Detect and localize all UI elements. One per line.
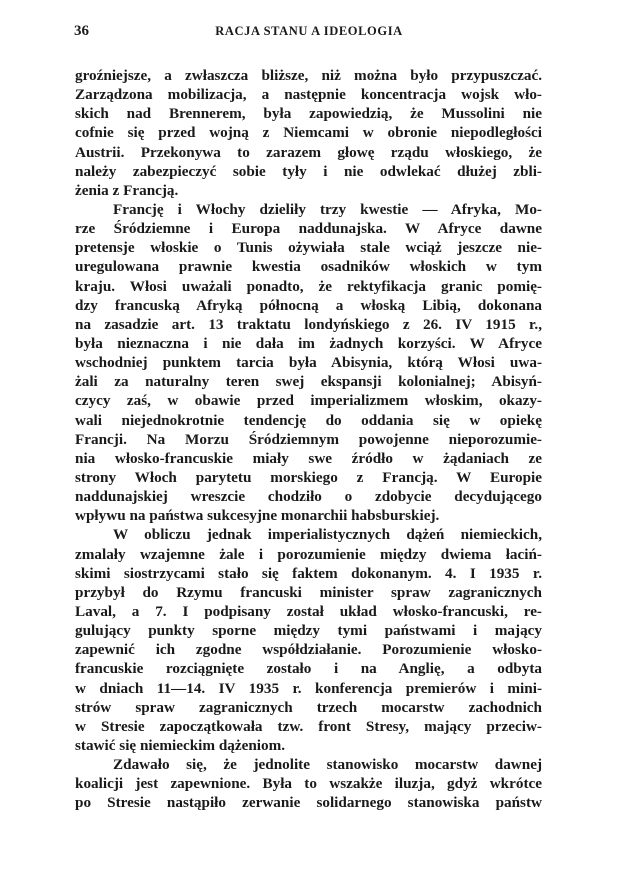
text-line: naddunajskiej wreszcie chodziło o zdobycie decydującego [75, 488, 542, 506]
text-line: Laval, a 7. I podpisany został układ włosko-francuski, re- [75, 602, 542, 620]
text-line: koalicji jest zapewnione. Była to wszakże iluzja, gdyż wkrótce [75, 775, 542, 793]
text-line: zmalały wzajemne żale i porozumienie między dwiema łaciń- [75, 545, 542, 563]
text-line: pretensje włoskie o Tunis ożywiała stale wciąż jeszcze nie- [75, 239, 542, 257]
text-line: Francję i Włochy dzieliły trzy kwestie — Afryka, Mo- [113, 200, 542, 218]
text-line: należy zabezpieczyć sobie tyły i nie odwlekać dłużej zbli- [75, 162, 542, 180]
text-line: po Stresie nastąpiło zerwanie solidarnego stanowiska państw [75, 794, 542, 812]
text-line: Zdawało się, że jednolite stanowisko mocarstw dawnej [113, 756, 542, 774]
text-line: wpływu na państwa sukcesyjne monarchii habsburskiej. [75, 507, 440, 525]
text-line: groźniejsze, a zwłaszcza bliższe, niż można było przypuszczać. [75, 67, 542, 84]
text-line: kraju. Włosi uważali ponadto, że rektyfikacja granic pomię- [75, 277, 542, 295]
text-line: zapewnić ich zgodne współdziałanie. Porozumienie włosko- [75, 641, 542, 659]
text-line: skich nad Brennerem, była zapowiedzią, że Mussolini nie [75, 105, 542, 123]
text-line: Francji. Na Morzu Śródziemnym powojenne nieporozumie- [75, 430, 542, 448]
text-line: W obliczu jednak imperialistycznych dążeń niemieckich, [113, 526, 542, 544]
text-line: nia włosko-francuskie miały swe źródło w żądaniach ze [75, 449, 542, 467]
text-line: żenia z Francją. [75, 181, 179, 199]
text-line: strony Włoch parytetu morskiego z Francją. W Europie [75, 468, 542, 486]
text-line: skimi siostrzycami stało się faktem dokonanym. 4. I 1935 r. [75, 564, 542, 582]
text-line: w dniach 11—14. IV 1935 r. konferencja premierów i mini- [75, 679, 542, 697]
page-number: 36 [74, 23, 89, 39]
text-line: przybył do Rzymu francuski minister spraw zagranicznych [75, 583, 542, 601]
text-line: na zasadzie art. 13 traktatu londyńskiego z 26. IV 1915 r., [75, 315, 542, 333]
text-line: w Stresie zapoczątkowała tzw. front Stresy, mający przeciw- [75, 717, 542, 735]
text-line: wali niejednokrotnie tendencję do oddania się w opiekę [75, 411, 542, 429]
body-text [75, 66, 542, 812]
text-line: strów spraw zagranicznych trzech mocarstw zachodnich [75, 698, 542, 716]
text-line: uregulowana prawnie kwestia osadników włoskich w tym [75, 258, 542, 276]
text-line: gulujący punkty sporne między tymi państwami i mający [75, 622, 542, 640]
text-line: cofnie się przed wojną z Niemcami w obronie niepodległości [75, 124, 542, 142]
text-line: Zarządzona mobilizacja, a następnie koncentracja wojsk wło- [75, 86, 542, 104]
text-line: czycy zaś, w obawie przed imperializmem włoskim, okazy- [75, 392, 542, 410]
text-line: rze Śródziemne i Europa naddunajska. W Afryce dawne [75, 220, 542, 238]
running-head [74, 23, 544, 43]
text-line: była nieznaczna i nie dała im żadnych korzyści. W Afryce [75, 334, 542, 352]
text-line: Austrii. Przekonywa to zarazem głowę rządu włoskiego, że [75, 143, 542, 161]
text-line: stawić się niemieckim dążeniom. [75, 736, 286, 754]
text-line: francuskie rozciągnięte zostało i na Anglię, a odbyta [75, 660, 542, 678]
text-line: wschodniej punktem tarcia była Abisynia, którą Włosi uwa- [75, 354, 542, 372]
running-title: RACJA STANU A IDEOLOGIA [215, 24, 403, 38]
text-line: dzy francuską Afryką północną a włoską Libią, dokonana [75, 296, 542, 314]
text-line: żali za naturalny teren swej ekspansji kolonialnej; Abisyń- [75, 373, 542, 391]
